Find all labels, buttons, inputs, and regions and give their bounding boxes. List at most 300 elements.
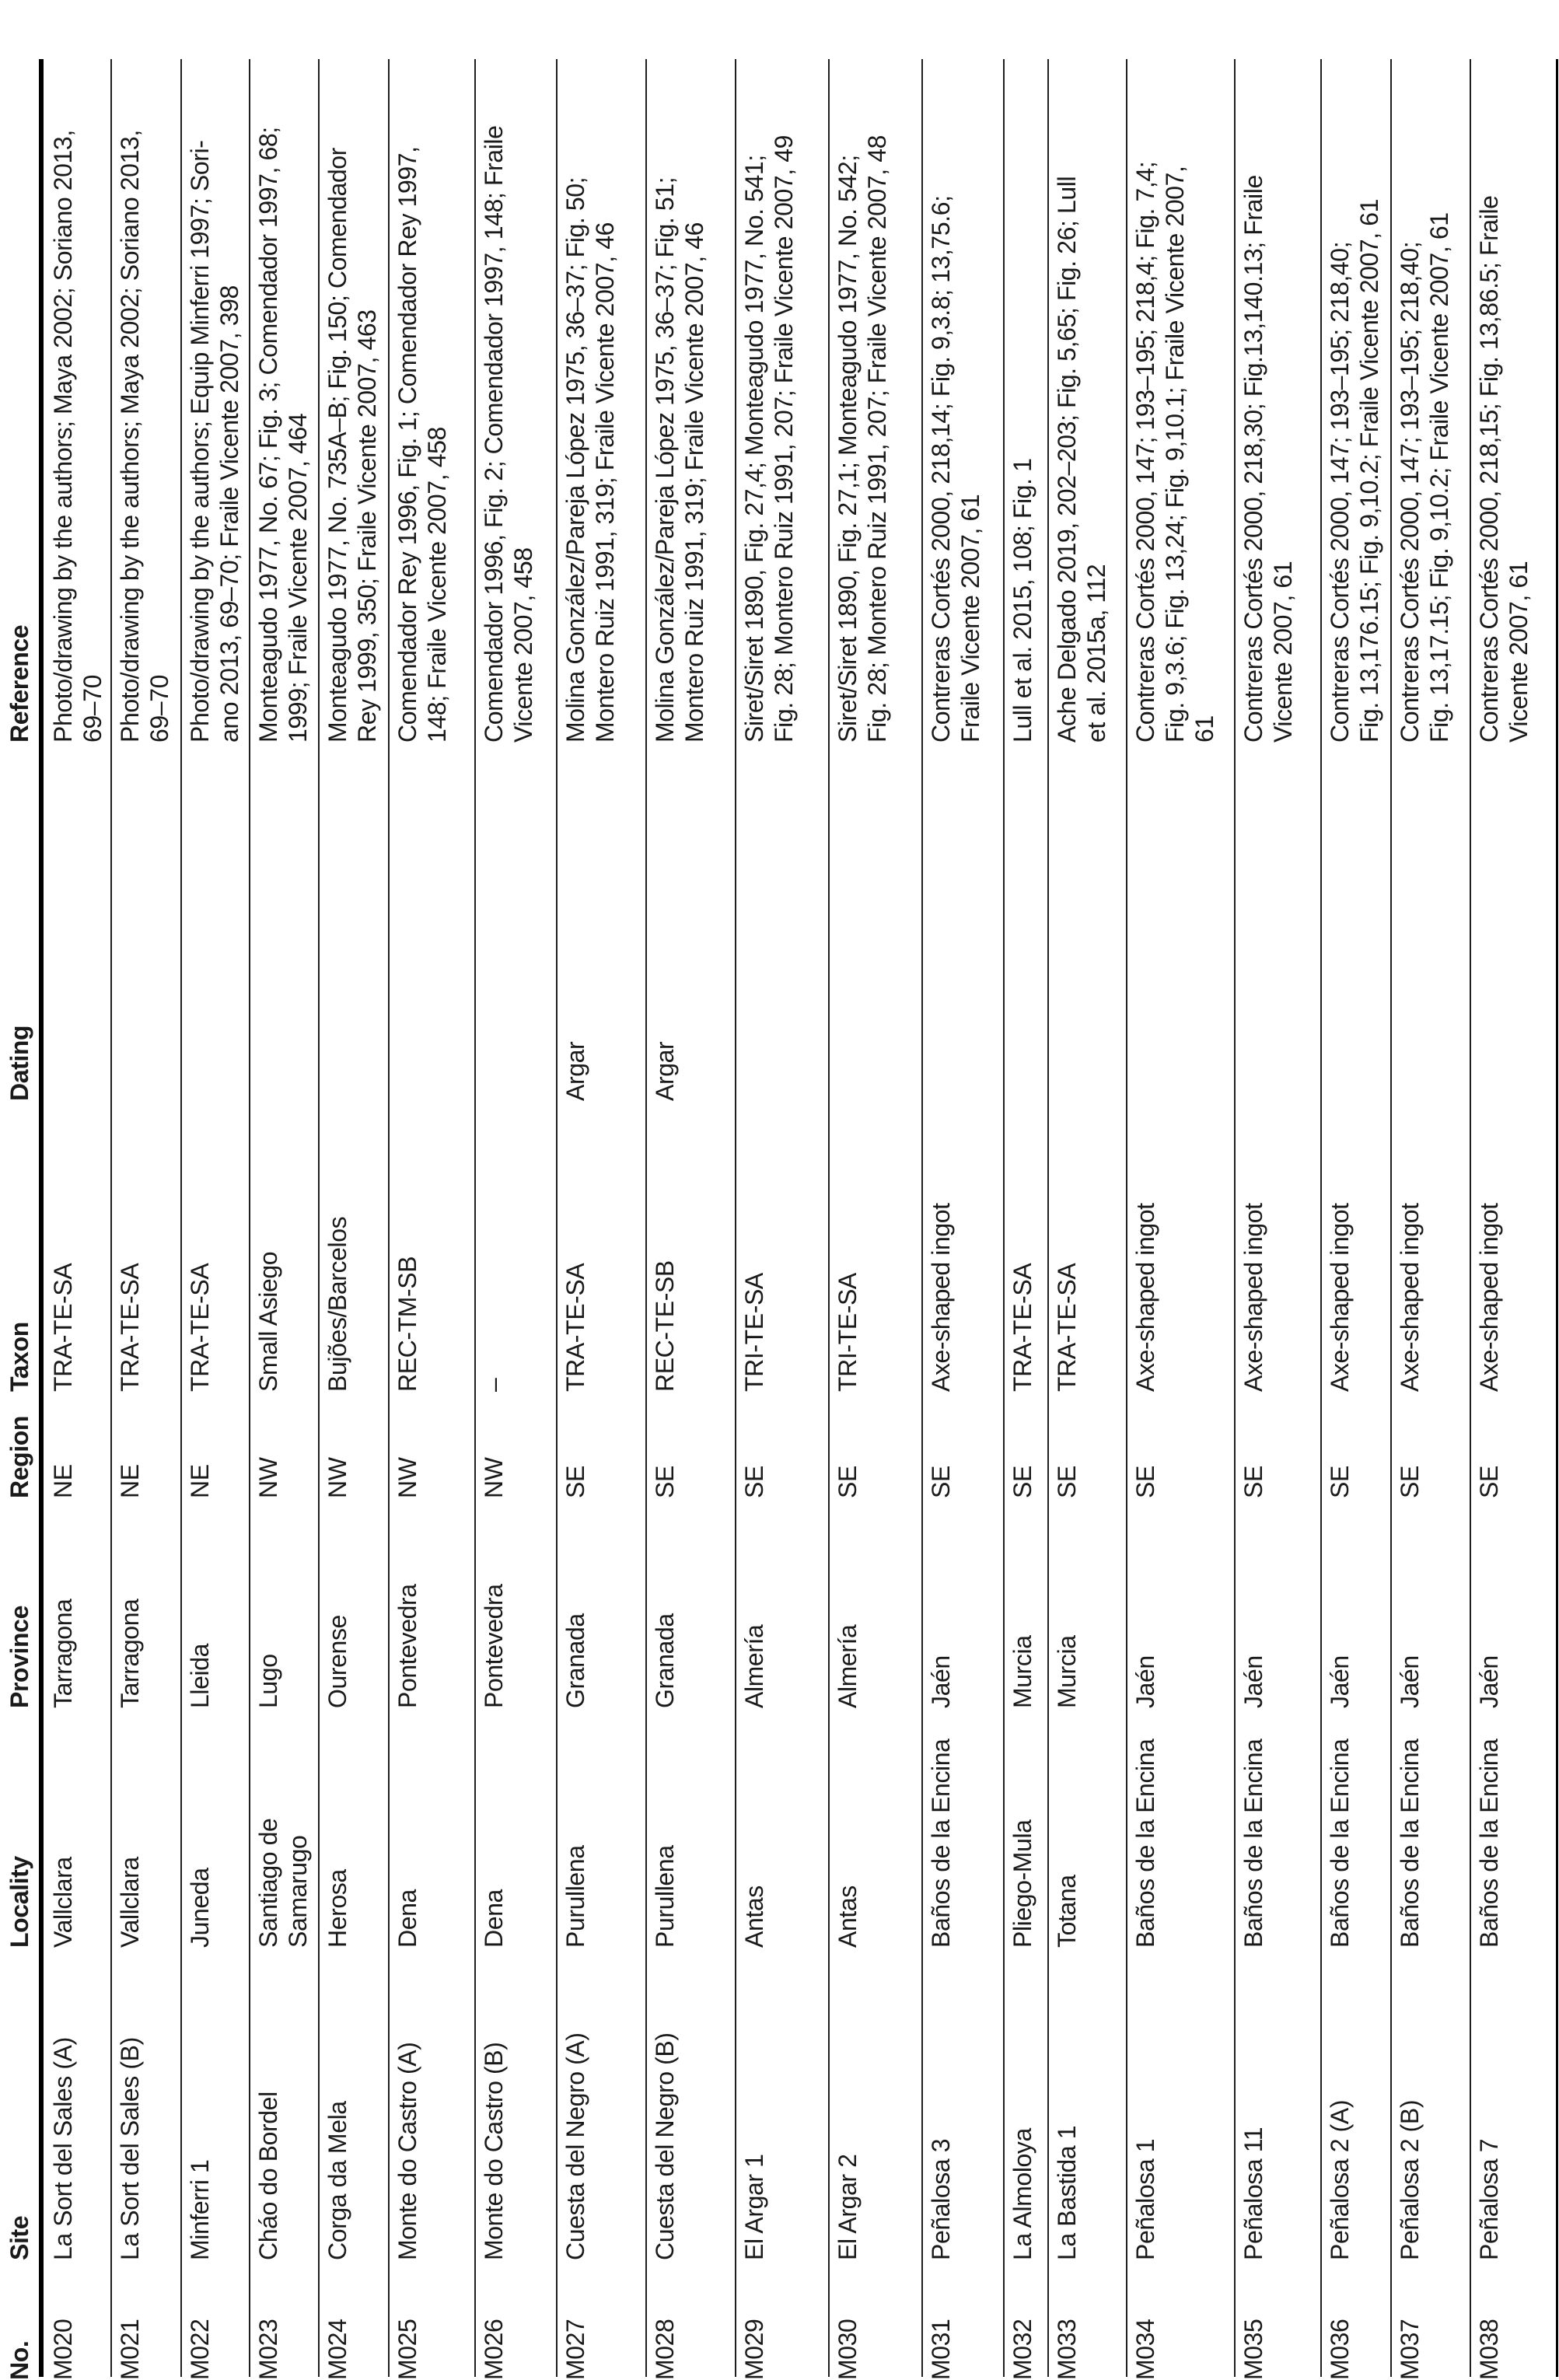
cell-taxon-line: Axe-shaped ingot (1131, 1203, 1159, 1392)
cell-reference-line: Fig. 13,17.15; Fig. 9,10.2; Fraile Vicente 2007, 61 (1425, 212, 1453, 743)
cell-locality (926, 1739, 956, 1948)
cell-reference-line: Siret/Siret 1890, Fig. 27,4; Monteagudo 1977, No. 541; (740, 155, 768, 743)
row-separator (1126, 59, 1127, 2377)
cell-province (1008, 1635, 1037, 1708)
cell-reference-line: 69–70 (79, 675, 107, 743)
cell-region (323, 1457, 352, 1498)
row-separator (735, 59, 736, 2377)
cell-site-line: La Almoloya (1008, 2128, 1036, 2260)
cell-taxon (1008, 1263, 1037, 1392)
cell-province (48, 1599, 78, 1709)
cell-locality (253, 1819, 313, 1948)
cell-locality-line: Pliego-Mula (1008, 1819, 1036, 1948)
cell-reference (115, 130, 174, 743)
cell-province-line: Ourense (323, 1615, 351, 1708)
cell-locality (1474, 1739, 1504, 1948)
cell-province-line: Tarragona (49, 1599, 77, 1708)
cell-locality (1325, 1739, 1355, 1948)
cell-no-line: M022 (186, 2319, 214, 2380)
cell-reference-line: Siret/Siret 1890, Fig. 27,1; Monteagudo 1977, No. 542; (834, 155, 862, 743)
cell-reference-line: Vicente 2007, 61 (1269, 561, 1297, 743)
table-bottom-rule (1556, 59, 1558, 2377)
cell-reference (1052, 176, 1111, 743)
cell-reference-line: Ache Delgado 2019, 202–203; Fig. 5,65; Fig. 26; Lull (1053, 176, 1081, 743)
column-header-locality (5, 1856, 34, 1948)
cell-no-line: M030 (834, 2319, 862, 2380)
cell-no (115, 2319, 145, 2380)
cell-region-line: SE (1396, 1466, 1424, 1498)
cell-dating (650, 1042, 680, 1101)
row-separator (249, 59, 250, 2377)
row-separator (1390, 59, 1392, 2377)
cell-no (1395, 2319, 1424, 2380)
cell-region (1131, 1466, 1160, 1498)
cell-reference-line: Fig. 28; Montero Ruiz 1991, 207; Fraile Vicente 2007, 48 (863, 135, 891, 743)
cell-taxon-line: TRA-TE-SA (561, 1263, 589, 1392)
cell-locality-line: Dena (480, 1889, 508, 1948)
cell-dating (561, 1042, 590, 1101)
cell-locality-line: Baños de la Encina (1131, 1739, 1159, 1948)
cell-region-line: NW (323, 1457, 351, 1498)
cell-locality-line: Herosa (323, 1869, 351, 1948)
cell-reference-line: 148; Fraile Vicente 2007, 458 (423, 427, 451, 743)
cell-taxon-line: REC-TE-SB (651, 1260, 679, 1392)
cell-taxon (323, 1217, 352, 1392)
cell-region-line: SE (1326, 1466, 1354, 1498)
cell-locality (739, 1885, 769, 1948)
cell-no-line: M033 (1053, 2319, 1081, 2380)
row-separator (1003, 59, 1005, 2377)
cell-province (323, 1615, 352, 1708)
cell-site-line: Peñalosa 2 (B) (1396, 2099, 1424, 2260)
cell-site (561, 2032, 590, 2260)
cell-region (48, 1464, 78, 1498)
cell-reference-line: Contreras Cortés 2000, 147; 193–195; 218,40; (1326, 241, 1354, 743)
cell-no (561, 2319, 590, 2380)
cell-site (323, 2101, 352, 2260)
cell-site (115, 2037, 145, 2260)
cell-no (1239, 2319, 1268, 2380)
column-header-taxon-line: Taxon (5, 1322, 33, 1392)
cell-region-line: SE (651, 1466, 679, 1498)
cell-region-line: SE (1131, 1466, 1159, 1498)
cell-taxon-line: Axe-shaped ingot (1475, 1203, 1503, 1392)
cell-site-line: Peñalosa 1 (1131, 2138, 1159, 2260)
row-separator (556, 59, 558, 2377)
cell-locality (393, 1889, 422, 1948)
cell-locality (1008, 1819, 1037, 1948)
cell-site (1239, 2127, 1268, 2260)
cell-no-line: M025 (393, 2319, 421, 2380)
cell-no-line: M032 (1008, 2319, 1036, 2380)
cell-taxon (650, 1260, 680, 1392)
cell-province (479, 1584, 509, 1708)
cell-reference (323, 148, 382, 743)
cell-taxon-line: REC-TM-SB (393, 1256, 421, 1392)
cell-reference-line: 69–70 (145, 675, 173, 743)
cell-no-line: M026 (480, 2319, 508, 2380)
cell-taxon (1052, 1263, 1082, 1392)
cell-no (48, 2319, 78, 2380)
cell-taxon-line: TRA-TE-SA (1008, 1263, 1036, 1392)
cell-site-line: El Argar 2 (834, 2154, 862, 2260)
cell-site (393, 2042, 422, 2260)
cell-reference (253, 127, 313, 743)
cell-reference-line: ano 2013, 69–70; Fraile Vicente 2007, 398 (215, 285, 243, 743)
cell-locality-line: Samarugo (284, 1835, 312, 1948)
cell-reference-line: Contreras Cortés 2000, 218,15; Fig. 13,86.5; Fraile (1475, 195, 1503, 743)
cell-province (393, 1584, 422, 1708)
cell-locality-line: Totana (1053, 1875, 1081, 1948)
cell-reference-line: Fig. 28; Montero Ruiz 1991, 207; Fraile Vicente 2007, 49 (770, 135, 798, 743)
cell-region-line: SE (561, 1466, 589, 1498)
cell-reference-line: Photo/drawing by the authors; Maya 2002; Soriano 2013, (116, 130, 144, 743)
column-header-province-line: Province (5, 1606, 33, 1708)
cell-reference-line: Vicente 2007, 61 (1505, 561, 1533, 743)
cell-region-line: NW (254, 1457, 282, 1498)
cell-region (1474, 1466, 1504, 1498)
cell-province-line: Jaén (927, 1655, 955, 1708)
cell-reference-line: Photo/drawing by the authors; Equip Minferri 1997; Sori- (186, 140, 214, 743)
row-separator (921, 59, 923, 2377)
cell-reference (833, 135, 892, 743)
column-header-no (5, 2341, 34, 2380)
cell-region (1325, 1466, 1355, 1498)
cell-locality (1052, 1875, 1082, 1948)
cell-region-line: SE (740, 1466, 768, 1498)
cell-site-line: Monte do Castro (B) (480, 2042, 508, 2260)
cell-province-line: Lugo (254, 1654, 282, 1708)
cell-region-line: SE (1008, 1466, 1036, 1498)
cell-region (739, 1466, 769, 1498)
cell-taxon (479, 1379, 509, 1392)
cell-taxon-line: TRI-TE-SA (740, 1273, 768, 1392)
cell-dating-line: Argar (651, 1041, 679, 1101)
cell-no-line: M034 (1131, 2319, 1159, 2380)
cell-province (1395, 1655, 1424, 1708)
cell-taxon (1395, 1203, 1424, 1392)
cell-taxon-line: Bujões/Barcelos (323, 1216, 351, 1392)
column-header-taxon (5, 1322, 34, 1392)
cell-taxon-line: TRA-TE-SA (116, 1263, 144, 1392)
row-separator (110, 59, 112, 2377)
cell-no (393, 2319, 422, 2380)
cell-locality-line: Dena (393, 1889, 421, 1948)
cell-province-line: Tarragona (116, 1599, 144, 1708)
cell-site (650, 2032, 680, 2260)
cell-site (1325, 2100, 1355, 2260)
cell-locality (1131, 1739, 1160, 1948)
column-header-dating-line: Dating (5, 1025, 33, 1101)
cell-site-line: Peñalosa 7 (1475, 2138, 1503, 2260)
cell-province (185, 1644, 215, 1708)
cell-reference-line: Lull et al. 2015, 108; Fig. 1 (1008, 458, 1036, 743)
cell-locality (323, 1869, 352, 1948)
cell-locality-line: Baños de la Encina (1326, 1739, 1354, 1948)
cell-locality (479, 1889, 509, 1948)
cell-region (479, 1457, 509, 1498)
cell-reference (479, 125, 538, 743)
cell-site-line: Peñalosa 11 (1239, 2127, 1267, 2260)
column-header-site (5, 2216, 34, 2260)
cell-region-line: SE (927, 1466, 955, 1498)
column-header-reference (5, 625, 34, 743)
cell-taxon (739, 1273, 769, 1392)
cell-reference (1239, 175, 1298, 743)
cell-province (833, 1625, 862, 1708)
cell-reference-line: Photo/drawing by the authors; Maya 2002; Soriano 2013, (49, 130, 77, 743)
cell-site (1474, 2139, 1504, 2260)
cell-region (185, 1464, 215, 1498)
cell-province (1052, 1635, 1082, 1708)
cell-reference (1325, 199, 1384, 743)
cell-province-line: Jaén (1396, 1655, 1424, 1708)
cell-taxon (1239, 1203, 1268, 1392)
cell-no-line: M037 (1396, 2319, 1424, 2380)
cell-reference (1008, 458, 1037, 743)
cell-locality-line: Vallclara (49, 1857, 77, 1948)
cell-no (926, 2319, 956, 2380)
cell-locality-line: Baños de la Encina (927, 1739, 955, 1948)
column-header-reference-line: Reference (5, 624, 33, 743)
cell-region (833, 1466, 862, 1498)
cell-region-line: SE (834, 1466, 862, 1498)
cell-no-line: M035 (1239, 2319, 1267, 2380)
cell-no-line: M021 (116, 2319, 144, 2380)
cell-no-line: M020 (49, 2319, 77, 2380)
cell-reference-line: Rey 1999, 350; Fraile Vicente 2007, 463 (353, 309, 381, 743)
cell-site (926, 2139, 956, 2260)
cell-site-line: Monte do Castro (A) (393, 2042, 421, 2260)
cell-site (1052, 2126, 1082, 2260)
cell-region (115, 1464, 145, 1498)
cell-region-line: SE (1053, 1466, 1081, 1498)
cell-region-line: SE (1475, 1466, 1503, 1498)
cell-locality (650, 1845, 680, 1948)
cell-province-line: Jaén (1475, 1655, 1503, 1708)
column-header-region (5, 1416, 34, 1498)
cell-region (1052, 1466, 1082, 1498)
cell-province-line: Almería (740, 1624, 768, 1708)
cell-province-line: Jaén (1326, 1655, 1354, 1708)
cell-site (1395, 2100, 1424, 2260)
cell-taxon (185, 1263, 215, 1392)
cell-site (185, 2160, 215, 2260)
cell-no (185, 2319, 215, 2380)
cell-reference (185, 141, 244, 743)
cell-region (393, 1457, 422, 1498)
cell-taxon-line: Axe-shaped ingot (927, 1203, 955, 1392)
cell-reference-line: Monteagudo 1977, No. 67; Fig. 3; Comendador 1997, 68; (254, 127, 282, 743)
cell-region (1008, 1466, 1037, 1498)
cell-no-line: M036 (1326, 2319, 1354, 2380)
cell-taxon (1131, 1203, 1160, 1392)
cell-no (323, 2319, 352, 2380)
cell-locality (1395, 1739, 1424, 1948)
column-header-no-line: No. (5, 2340, 33, 2380)
cell-reference-line: Fig. 13,176.15; Fig. 9,10.2; Fraile Vicente 2007, 61 (1355, 198, 1383, 743)
column-header-province (5, 1606, 34, 1708)
cell-no (833, 2319, 862, 2380)
cell-reference-line: Comendador 1996, Fig. 2; Comendador 1997, 148; Fraile (480, 125, 508, 743)
cell-taxon (1325, 1203, 1355, 1392)
cell-no (1008, 2319, 1037, 2380)
cell-no-line: M028 (651, 2319, 679, 2380)
cell-province-line: Granada (561, 1613, 589, 1708)
cell-taxon-line: TRI-TE-SA (834, 1273, 862, 1392)
column-header-locality-line: Locality (5, 1856, 33, 1948)
cell-no-line: M027 (561, 2319, 589, 2380)
cell-no (253, 2319, 283, 2380)
column-header-dating (5, 1026, 34, 1101)
cell-site (1131, 2139, 1160, 2260)
cell-province (650, 1613, 680, 1708)
cell-reference (1474, 195, 1533, 743)
cell-site (1008, 2128, 1037, 2260)
cell-locality (185, 1868, 215, 1948)
cell-no-line: M024 (323, 2319, 351, 2380)
cell-site-line: Cháo do Bordel (254, 2092, 282, 2260)
cell-province-line: Murcia (1008, 1635, 1036, 1708)
cell-province (115, 1599, 145, 1709)
cell-region (561, 1466, 590, 1498)
cell-reference-line: Fig. 9,3.6; Fig. 13,24; Fig. 9,10.1; Fraile Vicente 2007, (1161, 166, 1189, 743)
cell-no (479, 2319, 509, 2380)
cell-no (1325, 2319, 1355, 2380)
row-separator (1320, 59, 1322, 2377)
cell-reference-line: Comendador Rey 1996, Fig. 1; Comendador Rey 1997, (393, 146, 421, 743)
cell-taxon (561, 1263, 590, 1392)
cell-reference (1395, 212, 1454, 743)
cell-province (1325, 1655, 1355, 1708)
cell-province (739, 1625, 769, 1708)
cell-reference-line: et al. 2015a, 112 (1082, 564, 1110, 743)
cell-site-line: Peñalosa 2 (A) (1326, 2099, 1354, 2260)
cell-reference (1131, 162, 1219, 743)
cell-region (650, 1466, 680, 1498)
cell-reference (48, 130, 107, 743)
cell-taxon (393, 1256, 422, 1392)
cell-taxon (926, 1203, 956, 1392)
cell-site-line: Cuesta del Negro (A) (561, 2032, 589, 2260)
cell-locality (561, 1845, 590, 1948)
cell-taxon-line: – (480, 1378, 508, 1392)
cell-taxon-line: Small Asiego (254, 1251, 282, 1392)
cell-locality-line: Baños de la Encina (1239, 1739, 1267, 1948)
cell-province (561, 1613, 590, 1708)
cell-locality-line: Vallclara (116, 1857, 144, 1948)
cell-locality-line: Antas (740, 1885, 768, 1948)
cell-taxon (48, 1263, 78, 1392)
cell-region-line: NW (393, 1457, 421, 1498)
cell-taxon (833, 1273, 862, 1392)
cell-taxon-line: TRA-TE-SA (1053, 1263, 1081, 1392)
cell-reference-line: Contreras Cortés 2000, 218,14; Fig. 9,3.8; 13,75.6; (927, 195, 955, 743)
cell-province (1474, 1655, 1504, 1708)
cell-reference-line: Montero Ruiz 1991, 319; Fraile Vicente 2007, 46 (591, 222, 619, 743)
cell-locality-line: Purullena (651, 1845, 679, 1948)
cell-locality-line: Juneda (186, 1868, 214, 1948)
cell-no-line: M029 (740, 2319, 768, 2380)
cell-locality-line: Purullena (561, 1845, 589, 1948)
cell-reference-line: Monteagudo 1977, No. 735A–B; Fig. 150; Comendador (323, 148, 351, 743)
cell-reference-line: 1999; Fraile Vicente 2007, 464 (284, 413, 312, 743)
cell-province-line: Jaén (1239, 1655, 1267, 1708)
cell-taxon (115, 1263, 145, 1392)
column-header-site-line: Site (5, 2215, 33, 2260)
cell-reference-line: Montero Ruiz 1991, 319; Fraile Vicente 2007, 46 (680, 222, 708, 743)
cell-region (1239, 1466, 1268, 1498)
cell-site-line: Peñalosa 3 (927, 2138, 955, 2260)
cell-reference-line: Vicente 2007, 458 (509, 547, 537, 743)
cell-reference-line: Contreras Cortés 2000, 147; 193–195; 218,4; Fig. 7,4; (1131, 161, 1159, 743)
cell-locality (1239, 1739, 1268, 1948)
row-separator (645, 59, 647, 2377)
cell-reference-line: Fraile Vicente 2007, 61 (956, 494, 984, 743)
cell-region (253, 1457, 283, 1498)
cell-no-line: M038 (1475, 2319, 1503, 2380)
cell-dating-line: Argar (561, 1041, 589, 1101)
cell-reference (561, 177, 620, 743)
cell-reference-line: Contreras Cortés 2000, 218,30; Fig.13,140.13; Fraile (1239, 175, 1267, 743)
cell-no (739, 2319, 769, 2380)
cell-region-line: NW (480, 1457, 508, 1498)
cell-site (479, 2042, 509, 2260)
cell-site (253, 2092, 283, 2260)
cell-region-line: SE (1239, 1466, 1267, 1498)
cell-taxon-line: TRA-TE-SA (186, 1263, 214, 1392)
cell-region-line: NE (49, 1464, 77, 1498)
row-separator (180, 59, 182, 2377)
cell-no (1131, 2319, 1160, 2380)
cell-reference (926, 195, 985, 743)
cell-province (1131, 1655, 1160, 1708)
cell-no (650, 2319, 680, 2380)
cell-reference (739, 135, 799, 743)
cell-locality-line: Antas (834, 1885, 862, 1948)
row-separator (828, 59, 830, 2377)
row-separator (1234, 59, 1236, 2377)
column-header-region-line: Region (5, 1415, 33, 1498)
cell-locality-line: Baños de la Encina (1475, 1739, 1503, 1948)
cell-province-line: Jaén (1131, 1655, 1159, 1708)
cell-taxon (253, 1252, 283, 1392)
cell-province-line: Pontevedra (480, 1584, 508, 1708)
cell-site (739, 2154, 769, 2260)
row-separator (318, 59, 320, 2377)
cell-locality (833, 1885, 862, 1948)
cell-taxon-line: Axe-shaped ingot (1239, 1203, 1267, 1392)
cell-site-line: La Sort del Sales (A) (49, 2037, 77, 2260)
cell-region (1395, 1466, 1424, 1498)
cell-site (833, 2154, 862, 2260)
cell-site-line: Minferri 1 (186, 2159, 214, 2260)
header-rule (39, 59, 44, 2377)
cell-site-line: Cuesta del Negro (B) (651, 2032, 679, 2260)
cell-site-line: La Sort del Sales (B) (116, 2037, 144, 2260)
row-separator (1470, 59, 1471, 2377)
cell-province-line: Almería (834, 1624, 862, 1708)
cell-taxon-line: TRA-TE-SA (49, 1263, 77, 1392)
cell-site-line: La Bastida 1 (1053, 2125, 1081, 2260)
cell-site (48, 2037, 78, 2260)
cell-province-line: Granada (651, 1613, 679, 1708)
cell-site-line: El Argar 1 (740, 2154, 768, 2260)
cell-reference-line: Molina González/Pareja López 1975, 36–37; Fig. 50; (561, 176, 589, 743)
cell-province (926, 1655, 956, 1708)
cell-no (1052, 2319, 1082, 2380)
cell-locality-line: Baños de la Encina (1396, 1739, 1424, 1948)
